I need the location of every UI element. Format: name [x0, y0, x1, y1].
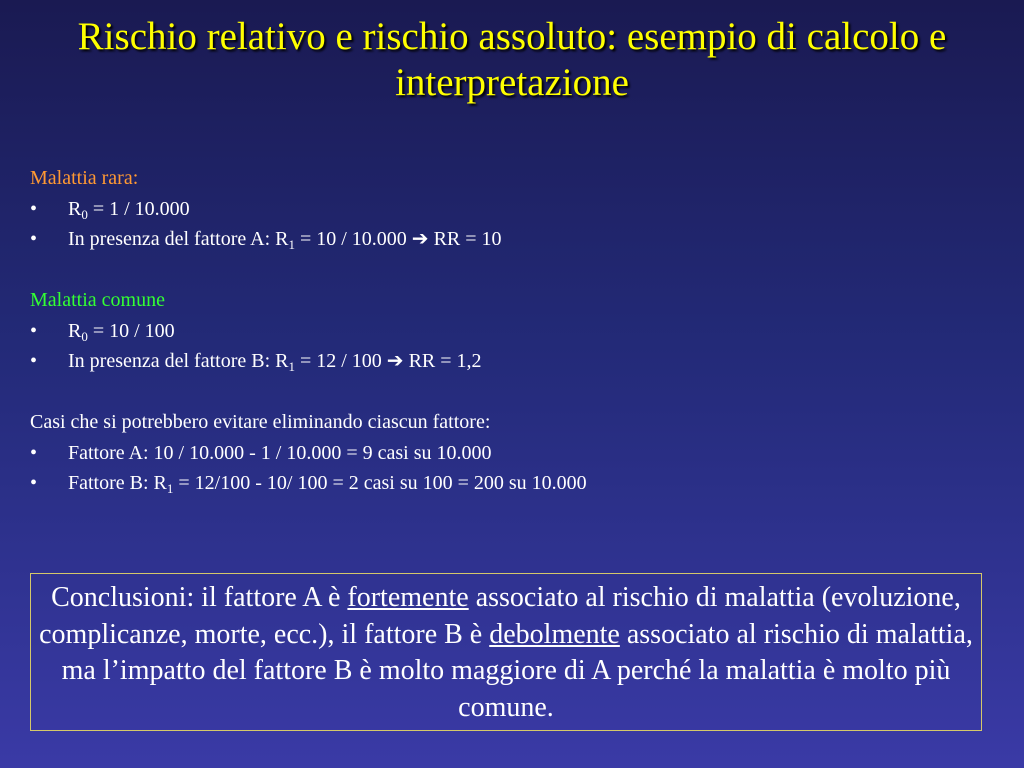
bullet-dot: • — [30, 228, 38, 250]
conclusion-text-3: associato al rischio di malattia, ma l’impatto del fattore B è molto maggiore di A perché la malattia è molto più comune. — [61, 618, 973, 723]
bullet-text-pre: In presenza del fattore B: R — [68, 350, 289, 372]
rare-bullet-r0 — [30, 194, 990, 225]
bullet-text-post: = 12 / 100 ➔ RR = 1,2 — [294, 350, 482, 372]
bullet-text-post: = 10 / 100 — [87, 319, 175, 342]
common-bullet-r0 — [30, 316, 990, 347]
bullet-text-pre: R — [68, 197, 82, 220]
bullet-dot: • — [30, 350, 38, 372]
subscript: 1 — [288, 359, 295, 374]
conclusion-text-1: Conclusioni: il fattore A è — [51, 582, 348, 613]
conclusion-underline-strongly: fortemente — [347, 582, 469, 613]
bullet-dot: • — [30, 197, 38, 220]
common-bullet-factor-b — [30, 346, 990, 377]
bullet-dot: • — [30, 472, 38, 494]
subscript: 1 — [288, 237, 295, 252]
conclusion-underline-weakly: debolmente — [489, 618, 620, 650]
conclusion-text-2: associato al rischio di malattia (evoluzione, complicanze, morte, ecc.), il fattore B è — [39, 582, 961, 650]
rare-disease-heading: Malattia rara: — [30, 167, 139, 189]
bullet-dot: • — [30, 319, 38, 342]
subscript: 0 — [81, 206, 88, 222]
bullet-text-pre: In presenza del fattore A: R — [68, 228, 289, 250]
avoid-bullet-factor-a — [30, 438, 990, 469]
spacer — [30, 377, 990, 408]
slide-content — [30, 163, 990, 499]
conclusion-box — [30, 573, 982, 731]
slide-title: Rischio relativo e rischio assoluto: esempio di calcolo e interpretazione — [77, 15, 947, 104]
bullet-text-pre: Fattore B: R — [68, 472, 167, 494]
common-disease-heading: Malattia comune — [30, 289, 165, 311]
avoidable-cases-heading: Casi che si potrebbero evitare eliminando ciascun fattore: — [30, 411, 491, 433]
rare-bullet-factor-a — [30, 224, 990, 255]
bullet-text-post: = 1 / 10.000 — [87, 197, 190, 220]
bullet-text: Fattore A: 10 / 10.000 - 1 / 10.000 = 9 casi su 10.000 — [68, 441, 492, 464]
avoid-bullet-factor-b — [30, 468, 990, 499]
spacer — [30, 255, 990, 286]
bullet-text-post: = 12/100 - 10/ 100 = 2 casi su 100 = 200 su 10.000 — [173, 472, 587, 494]
subscript: 1 — [166, 481, 174, 496]
bullet-dot: • — [30, 441, 38, 464]
bullet-text-pre: R — [68, 319, 82, 342]
bullet-text-post: = 10 / 10.000 ➔ RR = 10 — [294, 228, 502, 250]
subscript: 0 — [81, 328, 88, 344]
